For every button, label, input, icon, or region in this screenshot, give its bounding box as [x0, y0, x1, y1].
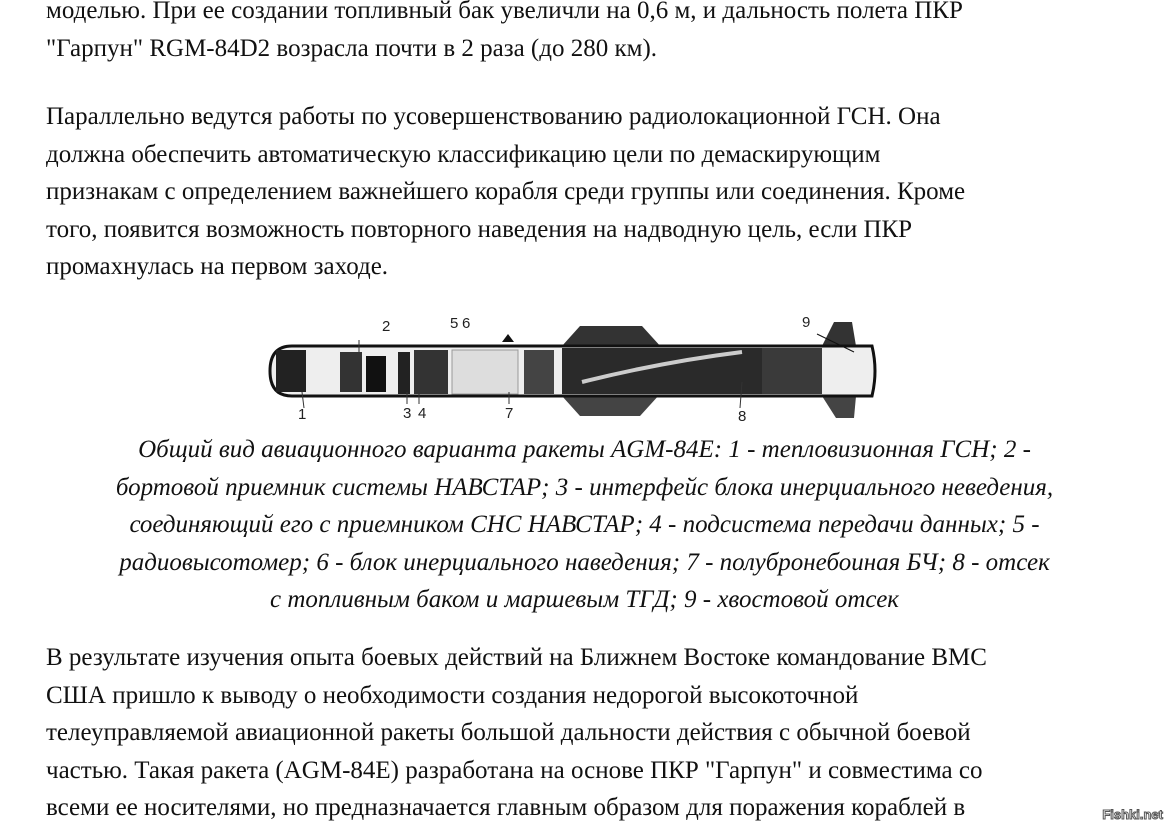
- text-line: "Гарпун" RGM-84D2 возрасла почти в 2 раза (до 280 км).: [46, 34, 658, 62]
- caption-line: с топливным баком и маршевым ТГД; 9 - хвостовой отсек: [269, 586, 899, 613]
- paragraph-1: [46, 0, 963, 67]
- text-line: частью. Такая ракета (AGM-84E) разработана на основе ПКР "Гарпун" и совместима со: [46, 756, 983, 784]
- text-line: телеуправляемой авиационной ракеты большой дальности действия с обычной боевой: [46, 719, 971, 746]
- figure-caption: [0, 431, 1169, 619]
- caption-line: бортовой приемник системы НАВСТАР; 3 - интерфейс блока инерциального неведения,: [115, 473, 1054, 501]
- label-3: 3: [403, 405, 412, 422]
- text-line: должна обеспечить автоматическую классификацию цели по демаскирующим: [46, 140, 881, 168]
- text-line: признакам с определением важнейшего корабля среди группы или соединения. Кроме: [46, 178, 966, 205]
- label-6: 6: [462, 315, 471, 332]
- label-8: 8: [738, 408, 747, 425]
- label-7: 7: [505, 405, 514, 422]
- text-line: промахнулась на первом заходе.: [46, 253, 389, 280]
- label-4: 4: [418, 405, 427, 422]
- label-9: 9: [802, 314, 811, 331]
- text-line: моделью. При ее создании топливный бак увеличли на 0,6 м, и дальность полета ПКР: [46, 0, 963, 24]
- text-line: всеми ее носителями, но предназначается главным образом для поражения кораблей в: [46, 794, 966, 821]
- caption-line: радиовысотомер; 6 - блок инерциального наведения; 7 - полубронебоиная БЧ; 8 - отсек: [119, 548, 1050, 576]
- text-line: США пришло к выводу о необходимости создания недорогой высокоточной: [46, 681, 859, 709]
- paragraph-2: [46, 98, 965, 286]
- missile-diagram: [262, 312, 898, 430]
- paragraph-3: [46, 639, 987, 827]
- text-line: В результате изучения опыта боевых действий на Ближнем Востоке командование ВМС: [46, 644, 987, 671]
- watermark: Fishki.net: [1102, 807, 1163, 822]
- label-2: 2: [382, 318, 391, 335]
- label-5: 5: [450, 315, 459, 332]
- caption-line: Общий вид авиационного варианта ракеты AGM-84E: 1 - тепловизионная ГСН; 2 -: [138, 436, 1031, 463]
- caption-line: соединяющий его с приемником СНС НАВСТАР; 4 - подсистема передачи данных; 5 -: [129, 511, 1040, 538]
- text-line: того, появится возможность повторного наведения на надводную цель, если ПКР: [46, 215, 913, 243]
- text-line: Параллельно ведутся работы по усовершенствованию радиолокационной ГСН. Она: [46, 103, 941, 130]
- label-1: 1: [298, 406, 307, 423]
